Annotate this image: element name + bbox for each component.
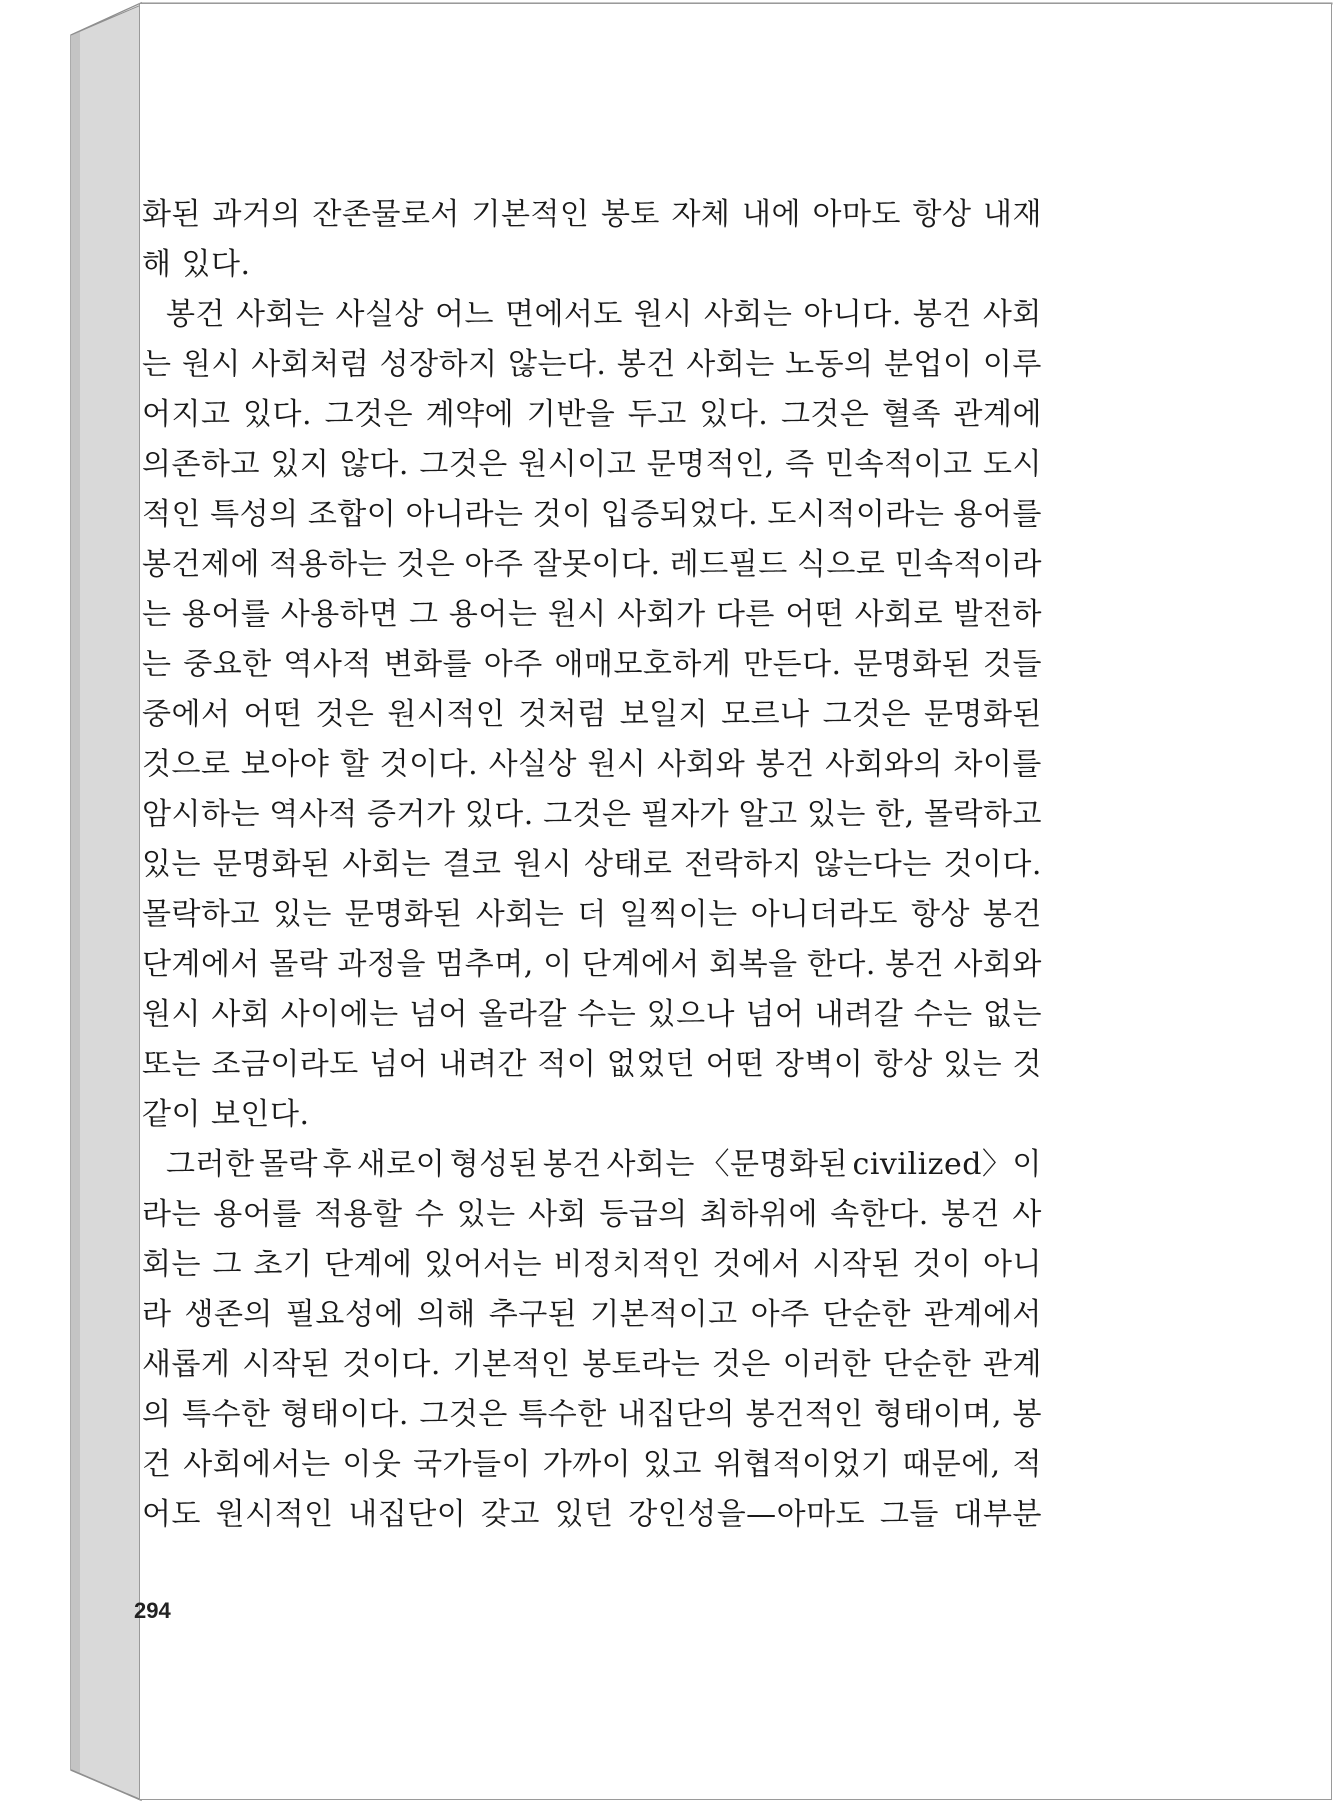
text-line: 단계에서 몰락 과정을 멈추며, 이 단계에서 회복을 한다. 봉건 사회와 [142,947,1042,982]
text-line: 또는 조금이라도 넘어 내려간 적이 없었던 어떤 장벽이 항상 있는 것 [142,1047,1042,1082]
text-line: 봉건제에 적용하는 것은 아주 잘못이다. 레드필드 식으로 민속적이라 [142,547,1042,582]
text-line: 몰락하고 있는 문명화된 사회는 더 일찍이는 아니더라도 항상 봉건 [142,897,1042,932]
text-line: 는 원시 사회처럼 성장하지 않는다. 봉건 사회는 노동의 분업이 이루 [142,347,1042,382]
text-line: 새롭게 시작된 것이다. 기본적인 봉토라는 것은 이러한 단순한 관계 [142,1347,1042,1382]
text-line: 의존하고 있지 않다. 그것은 원시이고 문명적인, 즉 민속적이고 도시 [142,447,1042,482]
text-line: 있는 문명화된 사회는 결코 원시 상태로 전락하지 않는다는 것이다. [142,847,1042,882]
text-line: 같이 보인다. [142,1097,310,1132]
text-line: 적인 특성의 조합이 아니라는 것이 입증되었다. 도시적이라는 용어를 [142,497,1042,532]
text-line: 그러한 몰락 후 새로이 형성된 봉건 사회는 〈문명화된 civilized〉이 [166,1147,1042,1182]
text-line: 라는 용어를 적용할 수 있는 사회 등급의 최하위에 속한다. 봉건 사 [142,1197,1042,1232]
text-line: 것으로 보아야 할 것이다. 사실상 원시 사회와 봉건 사회와의 차이를 [142,747,1042,782]
text-line: 봉건 사회는 사실상 어느 면에서도 원시 사회는 아니다. 봉건 사회 [166,297,1042,332]
text-line: 라 생존의 필요성에 의해 추구된 기본적이고 아주 단순한 관계에서 [142,1297,1042,1332]
text-line: 건 사회에서는 이웃 국가들이 가까이 있고 위협적이었기 때문에, 적 [142,1447,1042,1482]
text-line: 회는 그 초기 단계에 있어서는 비정치적인 것에서 시작된 것이 아니 [142,1247,1042,1282]
text-line: 어지고 있다. 그것은 계약에 기반을 두고 있다. 그것은 혈족 관계에 [142,397,1042,432]
text-line: 의 특수한 형태이다. 그것은 특수한 내집단의 봉건적인 형태이며, 봉 [142,1397,1042,1432]
text-line: 암시하는 역사적 증거가 있다. 그것은 필자가 알고 있는 한, 몰락하고 [142,797,1042,832]
text-line: 화된 과거의 잔존물로서 기본적인 봉토 자체 내에 아마도 항상 내재 [142,197,1042,232]
page-body-text [142,190,1042,1540]
text-line: 중에서 어떤 것은 원시적인 것처럼 보일지 모르나 그것은 문명화된 [142,697,1042,732]
text-line: 해 있다. [142,247,251,282]
page-number: 294 [134,1598,171,1623]
text-line: 는 중요한 역사적 변화를 아주 애매모호하게 만든다. 문명화된 것들 [142,647,1042,682]
text-line: 원시 사회 사이에는 넘어 올라갈 수는 있으나 넘어 내려갈 수는 없는 [142,997,1042,1032]
text-line: 어도 원시적인 내집단이 갖고 있던 강인성을—아마도 그들 대부분 [142,1497,1042,1532]
text-line: 는 용어를 사용하면 그 용어는 원시 사회가 다른 어떤 사회로 발전하 [142,597,1042,632]
